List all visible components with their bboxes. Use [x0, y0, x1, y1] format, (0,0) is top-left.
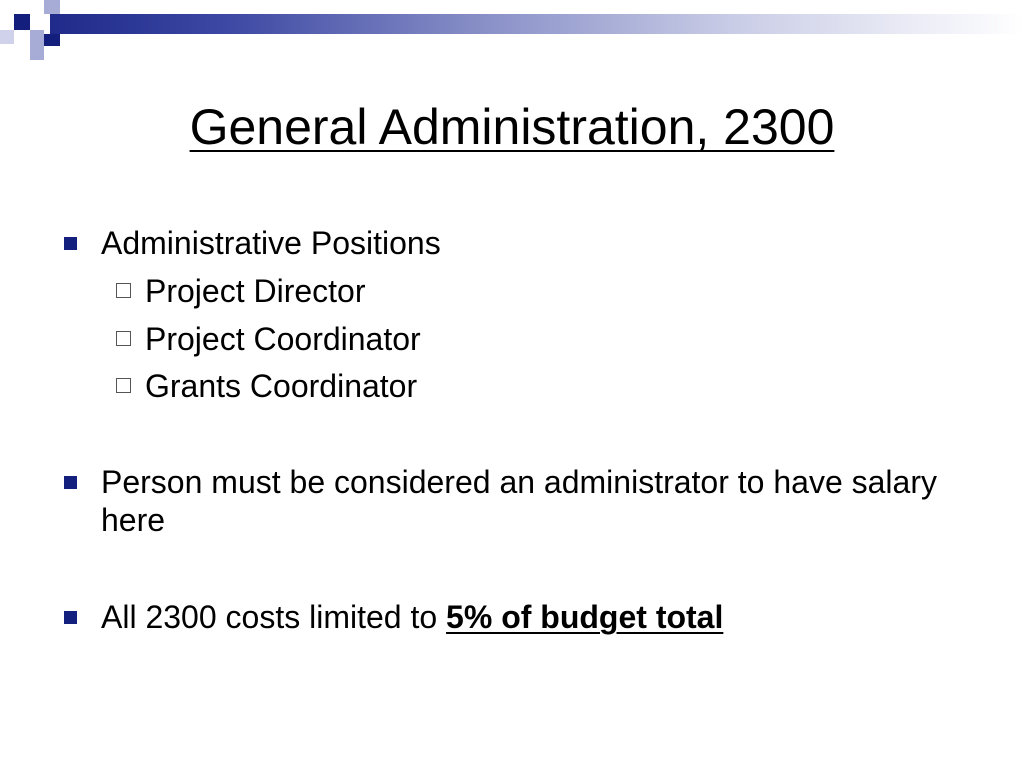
sub-bullet-text: Project Coordinator	[145, 321, 421, 357]
bullet-text: Person must be considered an administrator to have salary here	[101, 464, 937, 538]
square-bullet-icon	[64, 611, 77, 624]
deco-square-lavender	[30, 30, 44, 46]
deco-square-navy	[44, 34, 60, 46]
sub-bullet-item	[116, 367, 916, 405]
bullet-item	[64, 598, 944, 636]
sub-bullet-item	[116, 320, 916, 358]
deco-square-lavender	[44, 0, 60, 14]
hollow-square-bullet-icon	[116, 331, 131, 346]
deco-square-light	[0, 30, 14, 44]
header-decoration	[0, 0, 1024, 62]
sub-bullet-item	[116, 272, 916, 310]
header-gradient-bar	[50, 14, 1024, 34]
budget-limit-emphasis: 5% of budget total	[446, 599, 724, 635]
bullet-text: Administrative Positions	[101, 225, 441, 261]
deco-square-navy	[14, 14, 30, 30]
sub-bullet-text: Project Director	[145, 273, 366, 309]
square-bullet-icon	[64, 476, 77, 489]
square-bullet-icon	[64, 237, 77, 250]
sub-bullet-text: Grants Coordinator	[145, 368, 418, 404]
hollow-square-bullet-icon	[116, 378, 131, 393]
bullet-text-prefix: All 2300 costs limited to	[101, 599, 447, 635]
hollow-square-bullet-icon	[116, 283, 131, 298]
slide-title: General Administration, 2300	[189, 99, 835, 155]
bullet-text	[64, 598, 944, 636]
bullet-item	[64, 463, 944, 539]
deco-square-lavender	[30, 46, 44, 60]
bullet-item	[64, 224, 944, 262]
